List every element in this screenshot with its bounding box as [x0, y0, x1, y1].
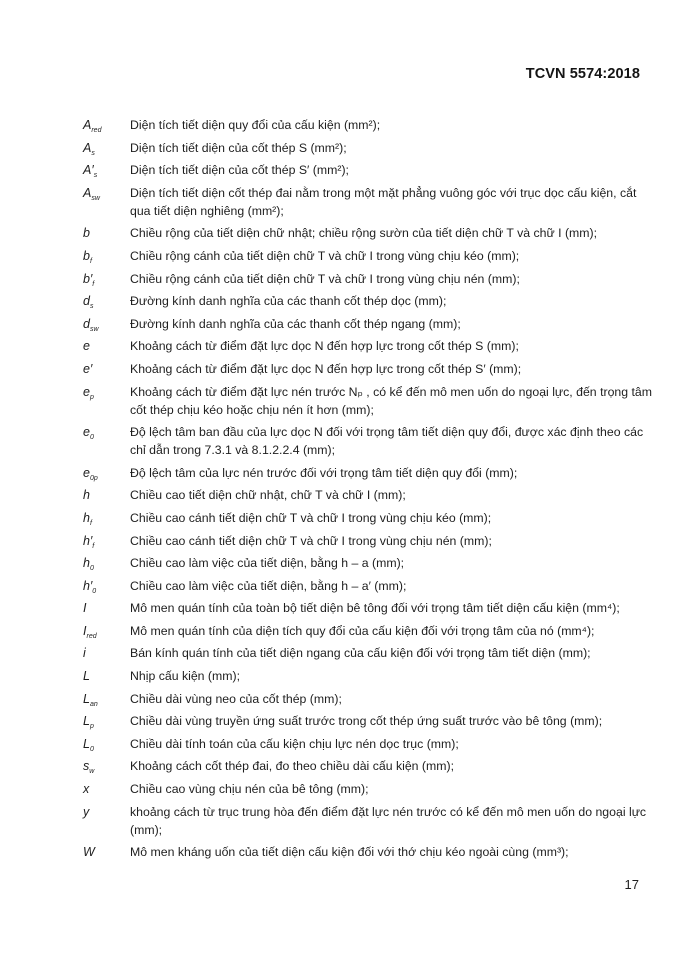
- symbol-base: I: [83, 623, 87, 638]
- symbol-description: Chiều cao tiết diện chữ nhật, chữ T và chữ I (mm);: [130, 488, 406, 503]
- symbol-row: [83, 161, 663, 179]
- symbol-description: Khoảng cách từ điểm đặt lực nén trước Nₚ , có kể đến mô men uốn do ngoại lực, đến trọng tâm cốt thép chịu kéo hoặc chịu nén ít hơn (mm);: [130, 384, 653, 417]
- symbol-description: Mô men quán tính của toàn bộ tiết diện bê tông đối với trọng tâm tiết diện cấu kiện (mm⁴);: [130, 601, 620, 616]
- symbol-subscript: sw: [89, 325, 99, 333]
- symbol-subscript: p: [89, 723, 94, 731]
- symbol-description: Chiều dài vùng neo của cốt thép (mm);: [130, 691, 342, 706]
- symbol-description: Khoảng cách từ điểm đặt lực dọc N đến hợp lực trong cốt thép S (mm);: [130, 339, 519, 354]
- symbol-base: x: [83, 782, 90, 797]
- symbol-row: [83, 577, 663, 595]
- symbol-base: e: [83, 384, 90, 399]
- symbol-row: [83, 224, 663, 242]
- symbol-description: Chiều rộng cánh của tiết diện chữ T và chữ I trong vùng chịu nén (mm);: [130, 271, 520, 286]
- symbol-description: Khoảng cách từ điểm đặt lực dọc N đến hợp lực trong cốt thép S′ (mm);: [130, 361, 522, 376]
- symbol-subscript: f: [92, 542, 95, 550]
- symbol-description: Chiều dài tính toán của cấu kiện chịu lực nén dọc trục (mm);: [130, 736, 459, 751]
- symbol-list: [83, 116, 663, 866]
- symbol-subscript: s: [89, 303, 94, 311]
- symbol-row: [83, 667, 663, 685]
- symbol-notation: [83, 161, 130, 179]
- symbol-description: Nhịp cấu kiện (mm);: [130, 669, 241, 684]
- symbol-subscript: red: [91, 127, 102, 134]
- symbol-base: i: [83, 646, 86, 661]
- symbol-notation: [83, 667, 130, 685]
- symbol-row: [83, 622, 663, 640]
- symbol-notation: [83, 139, 130, 157]
- symbol-notation: [83, 532, 130, 550]
- symbol-row: [83, 360, 663, 378]
- symbol-subscript: an: [89, 700, 98, 708]
- symbol-subscript: s: [91, 149, 95, 157]
- symbol-notation: [83, 757, 130, 775]
- symbol-prime: ′: [89, 361, 93, 376]
- symbol-description: Chiều rộng cánh của tiết diện chữ T và chữ I trong vùng chịu kéo (mm);: [130, 248, 520, 263]
- symbol-description: Chiều cao làm việc của tiết diện, bằng h – a′ (mm);: [130, 578, 407, 593]
- symbol-subscript: 0: [92, 587, 97, 595]
- symbol-subscript: s: [93, 172, 98, 180]
- symbol-base: L: [83, 736, 90, 751]
- symbol-row: [83, 554, 663, 572]
- symbol-prime: ′: [89, 578, 93, 593]
- symbol-description: Mô men kháng uốn của tiết diện cấu kiện đối với thớ chịu kéo ngoài cùng (mm³);: [130, 845, 569, 860]
- symbol-base: d: [83, 294, 90, 309]
- symbol-row: [83, 757, 663, 775]
- standard-code-header: TCVN 5574:2018: [525, 66, 640, 82]
- symbol-description: Độ lệch tâm của lực nén trước đối với trọng tâm tiết diện quy đổi (mm);: [130, 465, 518, 480]
- symbol-base: h: [83, 488, 90, 503]
- symbol-row: [83, 690, 663, 708]
- symbol-base: b: [83, 248, 90, 263]
- symbol-description: Chiều cao làm việc của tiết diện, bằng h – a (mm);: [130, 556, 405, 571]
- symbol-prime: ′: [91, 163, 94, 178]
- symbol-description: Độ lệch tâm ban đầu của lực dọc N đối với trọng tâm tiết diện quy đổi, được xác định theo các chỉ dẫn trong 7.3.1 và 8.1.2.2.4 (mm);: [130, 425, 644, 458]
- symbol-subscript: f: [92, 280, 95, 288]
- symbol-notation: [83, 622, 130, 640]
- symbol-row: [83, 184, 663, 220]
- symbol-base: s: [83, 759, 90, 774]
- symbol-description: Diện tích tiết diện cốt thép đai nằm trong một mặt phẳng vuông góc với trục dọc cấu kiện, cắt qua tiết diện nghiêng (mm²);: [130, 185, 637, 218]
- page-number: 17: [624, 877, 639, 892]
- symbol-row: [83, 292, 663, 310]
- symbol-description: Đường kính danh nghĩa của các thanh cốt thép dọc (mm);: [130, 294, 447, 309]
- symbol-description: Chiều rộng của tiết diện chữ nhật; chiều rộng sườn của tiết diện chữ T và chữ I (mm);: [130, 226, 598, 241]
- symbol-base: W: [83, 845, 95, 860]
- symbol-base: h: [83, 510, 90, 525]
- symbol-subscript: 0p: [89, 474, 98, 482]
- symbol-base: e: [83, 361, 90, 376]
- symbol-subscript: sw: [91, 194, 100, 202]
- symbol-subscript: 0: [89, 745, 94, 753]
- symbol-notation: [83, 780, 130, 798]
- symbol-base: h: [83, 533, 90, 548]
- symbol-notation: [83, 116, 130, 134]
- symbol-base: h: [83, 578, 90, 593]
- symbol-base: e: [83, 465, 90, 480]
- symbol-notation: [83, 360, 130, 378]
- symbol-base: A: [83, 163, 92, 178]
- symbol-description: Diện tích tiết diện của cốt thép S′ (mm²);: [130, 163, 349, 178]
- symbol-notation: [83, 644, 130, 662]
- symbol-row: [83, 270, 663, 288]
- symbol-notation: [83, 315, 130, 333]
- symbol-row: [83, 599, 663, 617]
- symbol-base: A: [83, 140, 92, 155]
- symbol-notation: [83, 735, 130, 753]
- symbol-row: [83, 735, 663, 753]
- symbol-row: [83, 383, 663, 419]
- symbol-notation: [83, 247, 130, 265]
- symbol-notation: [83, 712, 130, 730]
- symbol-description: Diện tích tiết diện quy đổi của cấu kiện (mm²);: [130, 118, 381, 132]
- symbol-subscript: 0: [89, 434, 94, 442]
- symbol-base: L: [83, 714, 90, 729]
- symbol-description: Diện tích tiết diện của cốt thép S (mm²);: [130, 140, 347, 155]
- symbol-notation: [83, 224, 130, 242]
- symbol-notation: [83, 509, 130, 527]
- symbol-row: [83, 139, 663, 157]
- symbol-description: Chiều cao cánh tiết diện chữ T và chữ I trong vùng chịu kéo (mm);: [130, 510, 492, 525]
- symbol-base: h: [83, 556, 90, 571]
- symbol-subscript: f: [89, 257, 92, 265]
- symbol-notation: [83, 423, 130, 441]
- symbol-row: [83, 803, 663, 839]
- symbol-row: [83, 712, 663, 730]
- symbol-base: e: [83, 339, 90, 354]
- symbol-base: A: [83, 185, 92, 200]
- symbol-row: [83, 780, 663, 798]
- symbol-notation: [83, 577, 130, 595]
- symbol-row: [83, 116, 663, 134]
- symbol-base: d: [83, 316, 90, 331]
- symbol-base: A: [83, 118, 92, 132]
- symbol-notation: [83, 803, 130, 821]
- symbol-notation: [83, 464, 130, 482]
- symbol-subscript: 0: [89, 565, 94, 573]
- symbol-notation: [83, 690, 130, 708]
- symbol-row: [83, 337, 663, 355]
- symbol-base: I: [83, 601, 87, 616]
- symbol-row: [83, 464, 663, 482]
- symbol-base: y: [83, 804, 90, 819]
- symbol-base: e: [83, 425, 90, 440]
- symbol-base: L: [83, 691, 90, 706]
- symbol-notation: [83, 270, 130, 288]
- symbol-row: [83, 509, 663, 527]
- symbol-prime: ′: [89, 533, 93, 548]
- symbol-description: Chiều cao cánh tiết diện chữ T và chữ I trong vùng chịu nén (mm);: [130, 533, 492, 548]
- symbol-row: [83, 486, 663, 504]
- symbol-notation: [83, 292, 130, 310]
- symbol-row: [83, 423, 663, 459]
- symbol-notation: [83, 554, 130, 572]
- symbol-row: [83, 247, 663, 265]
- symbol-base: L: [83, 669, 90, 684]
- symbol-prime: ′: [89, 271, 93, 286]
- symbol-description: Chiều dài vùng truyền ứng suất trước trong cốt thép ứng suất trước vào bê tông (mm);: [130, 714, 603, 729]
- symbol-row: [83, 843, 663, 861]
- symbol-subscript: f: [89, 519, 92, 527]
- symbol-description: Khoảng cách cốt thép đai, đo theo chiều dài cấu kiện (mm);: [130, 759, 455, 774]
- symbol-subscript: red: [86, 632, 97, 640]
- symbol-description: Chiều cao vùng chịu nén của bê tông (mm);: [130, 782, 369, 797]
- symbol-row: [83, 315, 663, 333]
- symbol-description: Đường kính danh nghĩa của các thanh cốt thép ngang (mm);: [130, 316, 461, 331]
- symbol-notation: [83, 337, 130, 355]
- symbol-description: Bán kính quán tính của tiết diện ngang của cấu kiện đối với trọng tâm tiết diện (mm);: [130, 646, 591, 661]
- symbol-description: khoảng cách từ trục trung hòa đến điểm đặt lực nén trước có kể đến mô men uốn do ngoại lực (mm);: [130, 804, 647, 837]
- symbol-row: [83, 644, 663, 662]
- symbol-notation: [83, 486, 130, 504]
- symbol-row: [83, 532, 663, 550]
- symbol-notation: [83, 184, 130, 202]
- symbol-subscript: p: [89, 393, 94, 401]
- symbol-subscript: w: [89, 768, 95, 776]
- symbol-base: b: [83, 271, 90, 286]
- symbol-base: b: [83, 226, 90, 241]
- symbol-notation: [83, 383, 130, 401]
- symbol-notation: [83, 843, 130, 861]
- symbol-description: Mô men quán tính của diện tích quy đổi của cấu kiện đối với trọng tâm của nó (mm⁴);: [130, 623, 595, 638]
- symbol-notation: [83, 599, 130, 617]
